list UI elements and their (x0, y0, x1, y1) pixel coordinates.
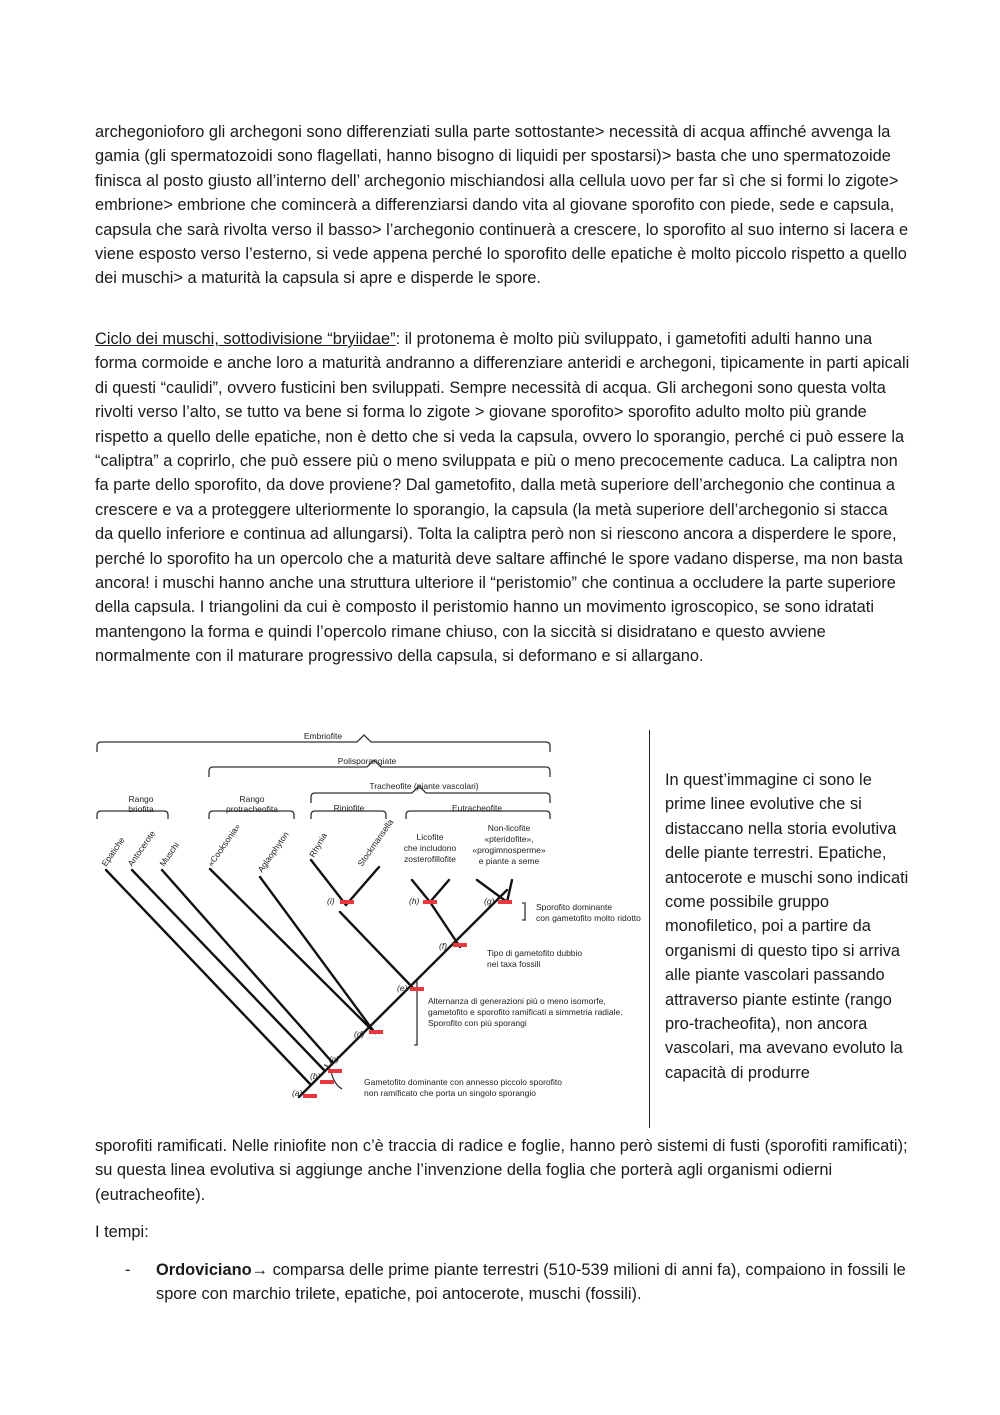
taxon-nonlicofite-2: «pteridofite», (484, 834, 534, 844)
taxon-aglaophyton: Aglaophyton (255, 829, 291, 875)
paragraph-archegonioforo: archegonioforo gli archegoni sono differenziati sulla parte sottostante> necessità di acqua affinché avvenga la gamia (gli spermatozoidi sono flagellati, hanno bisogno di liquidi per spostarsi)> basta che uno spermatozoide finisca al posto giusto all’interno dell’ archegonio mischiandosi alla cellula uovo per far sì che si formi lo zigote> embrione> embrione che comincerà a differenziarsi dando vita al giovane sporofito con piede, sede e capsula, capsula che sarà rivolta verso il basso> l’archegonio continuerà a crescere, lo sporofito al suo interno si lacera e viene esposto verso l’esterno, si vede appena perché lo sporofito delle epatiche è molto piccolo rispetto a quello dei muschi> a maturità la capsula si apre e disperde le spore. (95, 123, 909, 288)
node-marker-c (328, 1069, 342, 1073)
annotation-gametofito-1: Gametofito dominante con annesso piccolo sporofito (364, 1077, 562, 1087)
annotation-alternanza-1: Alternanza di generazioni più o meno isomorfe, (428, 996, 606, 1006)
taxon-nonlicofite-4: e piante a seme (478, 856, 540, 866)
bullet-marker: - (125, 1261, 131, 1279)
node-label-e: (e) (397, 983, 408, 993)
taxon-stockmansella: Stockmansella (355, 817, 396, 869)
label-polisporangiate: Polisporangiate (337, 756, 397, 766)
taxon-nonlicofite-3: «progimnosperme» (472, 845, 546, 855)
annotation-gametofito-2: non ramificato che porta un singolo sporangio (364, 1088, 536, 1098)
paragraph-riniofite: sporofiti ramificati. Nelle riniofite non c’è traccia di radice e foglie, hanno però sistemi di fusti (sporofiti ramificati); su questa linea evolutiva si aggiunge anche l’invenzione della foglia che porterà agli organismi odierni (eutracheofite). (95, 1137, 908, 1204)
bullet-bold-term: Ordoviciano (156, 1261, 252, 1279)
paragraph-heading: Ciclo dei muschi, sottodivisione “bryiidae” (95, 330, 396, 348)
label-tracheofite: Tracheofite (piante vascolari) (369, 781, 479, 791)
tree-branches (106, 860, 512, 1097)
bullet-body: comparsa delle prime piante terrestri (510-539 milioni di anni fa), compaiono in fossili le spore con marchio trilete, epatiche, poi antocerote, muschi (fossili). (156, 1261, 906, 1304)
arrow-icon: → (251, 1261, 269, 1279)
node-marker-g (498, 900, 512, 904)
taxon-licofite-3: zosterofillofite (404, 854, 456, 864)
node-label-f: (f) (439, 941, 448, 951)
paragraph-ciclo-muschi (95, 327, 910, 669)
node-label-i: (i) (327, 896, 335, 906)
label-rango-protracheofita-2: protracheofita (226, 804, 278, 814)
annotation-tipo-gametofito-2: nei taxa fossili (487, 959, 541, 969)
annotation-tipo-gametofito-1: Tipo di gametofito dubbio (487, 948, 583, 958)
node-marker-a (303, 1094, 317, 1098)
node-label-c: (c) (329, 1054, 339, 1064)
label-rango-briofita-1: Rango (128, 794, 154, 804)
taxon-licofite-2: che includono (403, 843, 457, 853)
bullet-text (156, 1258, 916, 1307)
annotation-sporofito-1: Sporofito dominante (536, 902, 613, 912)
node-label-a: (a) (292, 1088, 303, 1098)
phylogeny-figure (92, 727, 652, 1132)
taxon-rhynia: Rhynia (307, 831, 329, 859)
node-marker-i (340, 900, 354, 904)
annotation-sporofito-2: con gametofito molto ridotto (536, 913, 641, 923)
node-label-h: (h) (409, 896, 420, 906)
node-label-b: (b) (310, 1071, 321, 1081)
node-marker-e (410, 987, 424, 991)
label-riniofite: Riniofite (333, 803, 365, 813)
node-marker-f (453, 943, 467, 947)
taxon-antocerote: Antocerote (125, 828, 158, 869)
node-marker-b (320, 1080, 334, 1084)
node-label-g: (g) (484, 896, 495, 906)
phylogeny-tree (92, 727, 652, 1132)
label-rango-briofita-2: briofita (128, 804, 154, 814)
node-label-d: (d) (354, 1029, 365, 1039)
taxon-licofite-1: Licofite (416, 832, 444, 842)
vertical-divider (649, 730, 650, 1128)
paragraph-tempi: I tempi: (95, 1223, 149, 1241)
node-marker-h (423, 900, 437, 904)
taxon-epatiche: Epatiche (99, 835, 127, 869)
label-embriofite: Embriofite (303, 731, 343, 741)
annotation-alternanza-2: gametofito e sporofito ramificati a simmetria radiale. (428, 1007, 623, 1017)
annotation-alternanza-3: Sporofito con più sporangi (428, 1018, 527, 1028)
taxon-muschi: Muschi (157, 840, 182, 869)
taxon-cooksonia: «Cooksonia» (205, 821, 243, 869)
taxon-nonlicofite-1: Non-licofite (487, 823, 531, 833)
paragraph-body: : il protonema è molto più sviluppato, i gametofiti adulti hanno una forma cormoide e anche loro a maturità andranno a differenziare anteridi e archegoni, tipicamente in parti apicali di questi “caulidi”, ovvero fusticini ben sviluppati. Sempre necessità di acqua. Gli archegoni sono questa volta rivolti verso l’alto, se tutto va bene si forma lo zigote > giovane sporofito> sporofito adulto molto più grande rispetto a quello delle epatiche, non è detto che si veda la capsula, ovvero lo sporangio, perché ci può essere la “caliptra” a coprirlo, che può essere più o meno sviluppata e più o meno precocemente caduca. La caliptra non fa parte dello sporofito, da dove proviene? Dal gametofito, dalla metà superiore dell’archegonio che continua a crescere e va a proteggere ulteriormente lo sporangio, la capsula (la metà superiore dell’archegonio si stacca da quello inferiore e continua ad allungarsi). Tolta la caliptra però non si riescono ancora a disperdere le spore, perché lo sporofito ha un opercolo che a maturità deve saltare affinché le spore vadano disperse, ma non basta ancora! i muschi hanno anche una struttura ulteriore il “peristomio” che continua a occludere la parte superiore della capsula. I triangolini da cui è composto il peristomio hanno un movimento igroscopico, se sono idratati mantengono la forma e quindi l’opercolo rimane chiuso, con la siccità si disidratano e questo avviene normalmente con il maturare progressivo della capsula, si deformano e si allargano. (95, 330, 910, 666)
label-eutracheofite: Eutracheofite (451, 803, 503, 813)
node-marker-d (369, 1030, 383, 1034)
bracket-lines (97, 735, 550, 1089)
figure-side-text: In quest’immagine ci sono le prime linee evolutive che si distaccano nella storia evolutiva delle piante terrestri. Epatiche, antocerote e muschi sono indicati come possibile gruppo monofiletico, poi a partire da organismi di questo tipo si arriva alle piante vascolari passando attraverso piante estinte (rango pro-tracheofita), non ancora vascolari, ma avevano evoluto la capacità di produrre (665, 771, 909, 1082)
label-rango-protracheofita-1: Rango (239, 794, 265, 804)
